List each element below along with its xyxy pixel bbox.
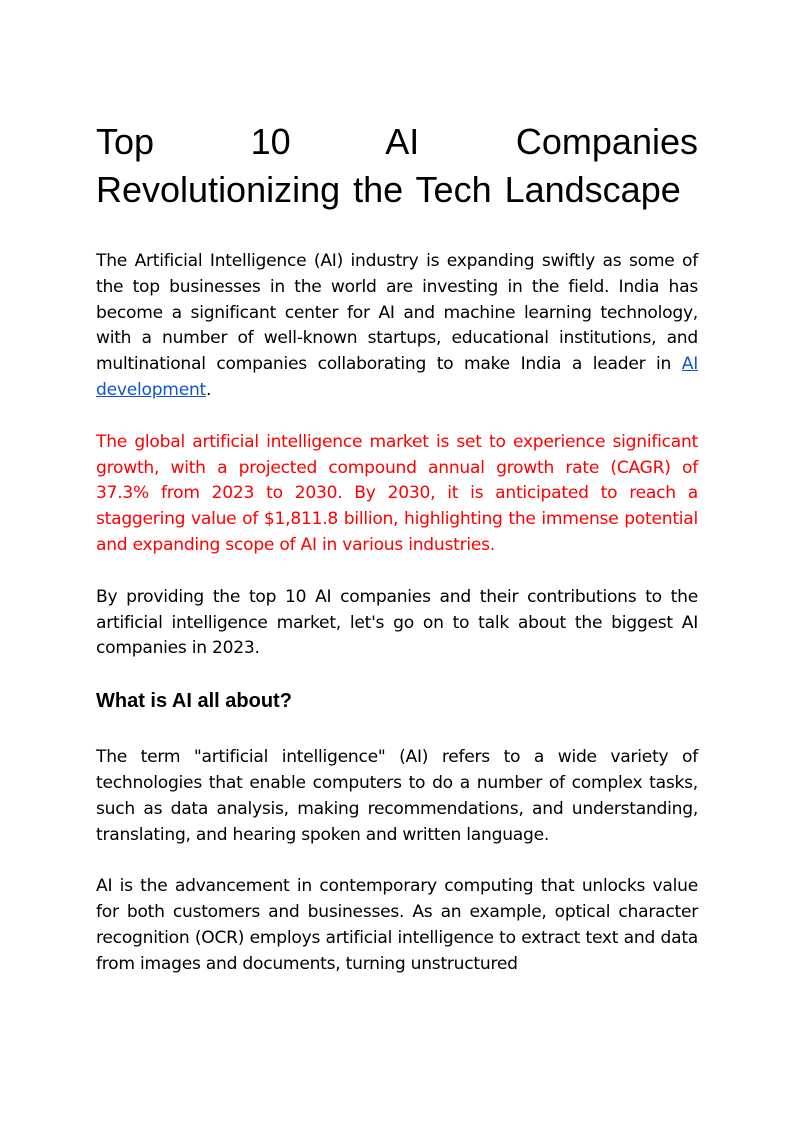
overview-paragraph: By providing the top 10 AI companies and their contributions to the artificial intelligence market, let's go on to talk about the biggest AI companies in 2023.	[96, 586, 698, 659]
page-title: Top 10 AI Companies Revolutionizing the Tech Landscape	[96, 121, 698, 210]
intro-text-end: .	[206, 379, 212, 400]
definition-paragraph: The term "artificial intelligence" (AI) refers to a wide variety of technologies that enable computers to do a number of complex tasks, such as data analysis, making recommendations, and understanding, translating, and hearing spoken and written language.	[96, 747, 698, 845]
document-page	[96, 118, 698, 978]
section-heading-wrapper	[96, 687, 698, 715]
intro-text: The Artificial Intelligence (AI) industry is expanding swiftly as some of the top businesses in the world are investing in the field. India has become a significant center for AI and machine learning technology, with a number of well-known startups, educational institutions, and multinational companies collaborating to make India a leader in	[96, 251, 698, 375]
market-growth-paragraph: The global artificial intelligence market is set to experience significant growth, with a projected compound annual growth rate (CAGR) of 37.3% from 2023 to 2030. By 2030, it is anticipated to reach a staggering value of $1,811.8 billion, highlighting the immense potential and expanding scope of AI in various industries.	[96, 431, 698, 555]
intro-paragraph	[96, 249, 698, 404]
ocr-paragraph: AI is the advancement in contemporary computing that unlocks value for both customers and businesses. As an example, optical character recognition (OCR) employs artificial intelligence to extract text and data from images and documents, turning unstructured	[96, 876, 698, 974]
section-heading: What is AI all about?	[96, 690, 292, 713]
ai-development-link[interactable]: AI development	[96, 354, 698, 400]
